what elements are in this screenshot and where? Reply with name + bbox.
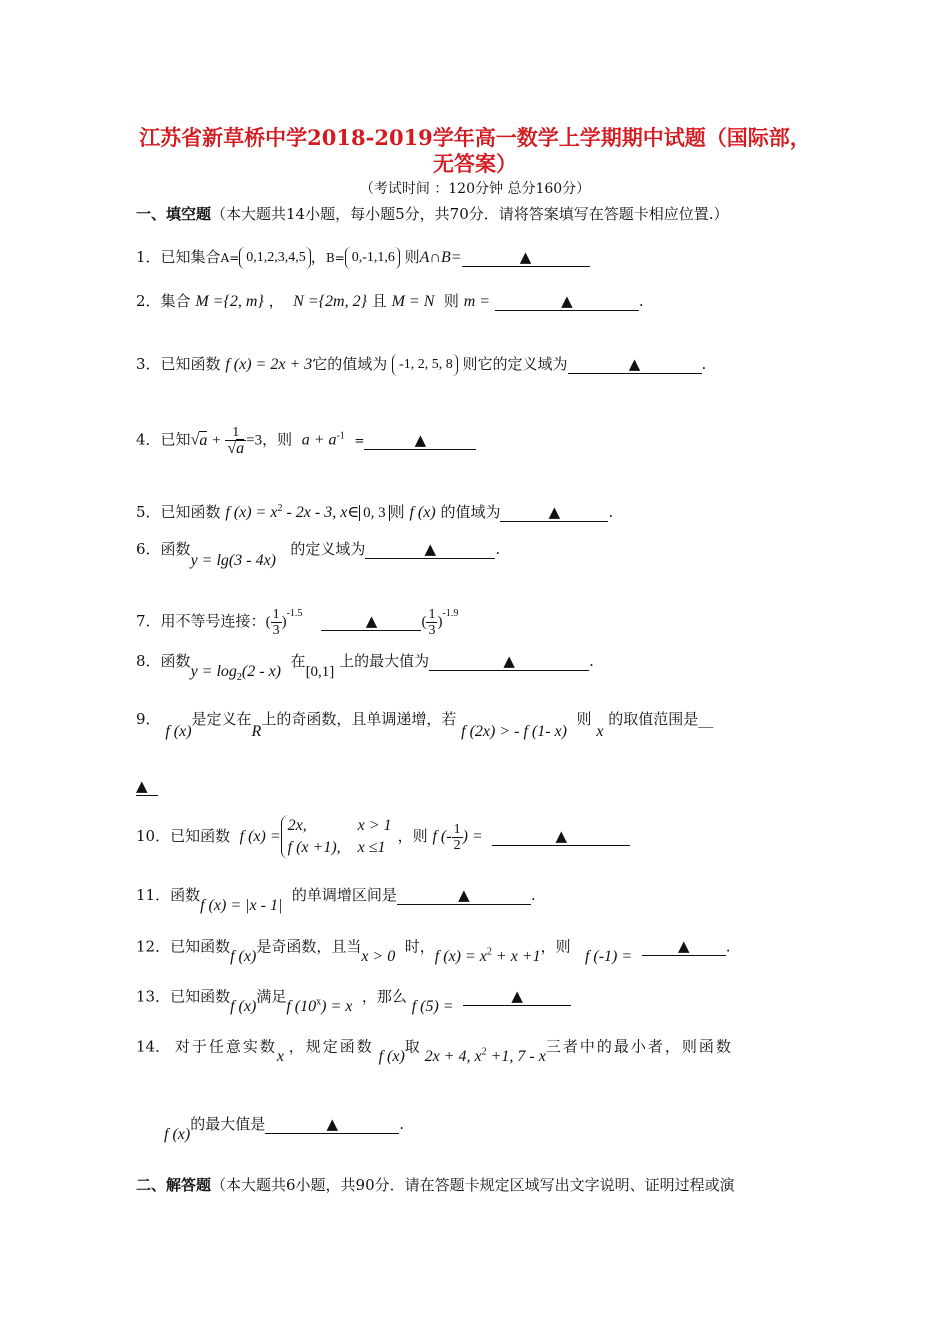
question-14-continued: f (x)的最大值是 ▲ .: [164, 1115, 404, 1143]
section-1-note: （本大题共14小题，每小题5分，共70分．请将答案填写在答题卡相应位置.）: [211, 205, 729, 223]
answer-blank-8[interactable]: ▲: [429, 652, 589, 671]
question-14: 14． 对于任意实数x ，规定函数 f (x)取 2x + 4, $x^2 +1$, 7 - x三者中的最小者，则函数: [136, 1037, 733, 1066]
question-3: 3．已知函数 f (x) = 2x + 3它的值域为 -1, 2, 5, 8 则它的定义域为 ▲ .: [136, 353, 706, 376]
title-line-1: 江苏省新草桥中学2018-2019学年高一数学上学期期中试题（国际部，: [139, 125, 811, 150]
question-4: 4．已知√a + $\frac{1}{√a}$ =3，则 $a + a^{-1}$ = ▲: [136, 425, 476, 456]
answer-blank-11[interactable]: ▲: [397, 886, 531, 905]
answer-blank-10[interactable]: ▲: [492, 827, 630, 846]
question-5: 5．已知函数 f $(x) = x^2 - 2x - 3$, x∈ 0, 3 则 f (x) 的值域为 ▲ .: [136, 503, 614, 521]
answer-blank-4[interactable]: ▲: [364, 431, 476, 450]
question-7: 7．用不等号连接：( $\frac{1}{3}$ )$^{-1.5}$ ▲ ( $\frac{1}{3}$ )$^{-1.9}$: [136, 606, 459, 638]
answer-blank-5[interactable]: ▲: [500, 503, 608, 522]
answer-blank-1[interactable]: ▲: [462, 248, 590, 267]
question-6: 6．函数y = lg(3 - 4x) 的定义域为 ▲ .: [136, 540, 501, 569]
section-2-title: 二、解答题: [136, 1176, 212, 1194]
question-2: 2．集合 M ={2, m} ， N ={2m, 2} 且 M = N 则 m = ▲ .: [136, 292, 644, 310]
section-2-note: （本大题共6小题，共90分．请在答题卡规定区域写出文字说明、证明过程或演: [211, 1176, 735, 1194]
section-2-heading: [136, 1174, 735, 1195]
question-11: 11．函数f (x) = |x - 1| 的单调增区间是 ▲ .: [136, 886, 536, 914]
question-1: 1．已知集合A= 0,1,2,3,4,5 ，B= 0,-1,1,6 则A∩B= ▲: [136, 246, 590, 269]
answer-blank-14[interactable]: ▲: [265, 1115, 399, 1134]
section-1-title: 一、填空题: [136, 205, 212, 223]
question-8: 8．函数$y = \log_2(2 - x)$ 在[0,1] 上的最大值为 ▲ .: [136, 652, 594, 684]
answer-blank-2[interactable]: ▲: [495, 292, 639, 311]
section-1-heading: [136, 203, 729, 224]
answer-blank-3[interactable]: ▲: [568, 355, 702, 374]
title-line-2: 无答案）: [433, 151, 517, 176]
answer-blank-13[interactable]: ▲: [463, 987, 571, 1006]
question-12: 12．已知函数f (x)是奇函数，且当x > 0 时，f $(x) = x^2 + x +1$，则 f (-1) = ▲ .: [136, 937, 731, 966]
answer-blank-7[interactable]: ▲: [321, 612, 421, 631]
question-10: 10．已知函数 f (x) = 2x, x > 1 f (x +1), x ≤1 ，则 f (- $\frac{1}{2}$ ) = ▲: [136, 815, 630, 859]
answer-blank-6[interactable]: ▲: [365, 540, 495, 559]
question-13: 13．已知函数f (x)满足f $(10^x) = x$ ，那么 f (5) = ▲: [136, 982, 571, 1008]
question-9: 9． f (x)是定义在R上的奇函数，且单调递增，若 f (2x) > - f (1- x) 则 x 的取值范围是__: [136, 710, 714, 740]
exam-info: （考试时间 ：120分钟 总分160分）: [359, 181, 591, 197]
answer-blank-12[interactable]: ▲: [642, 937, 726, 956]
answer-blank-9[interactable]: ▲: [136, 775, 158, 797]
